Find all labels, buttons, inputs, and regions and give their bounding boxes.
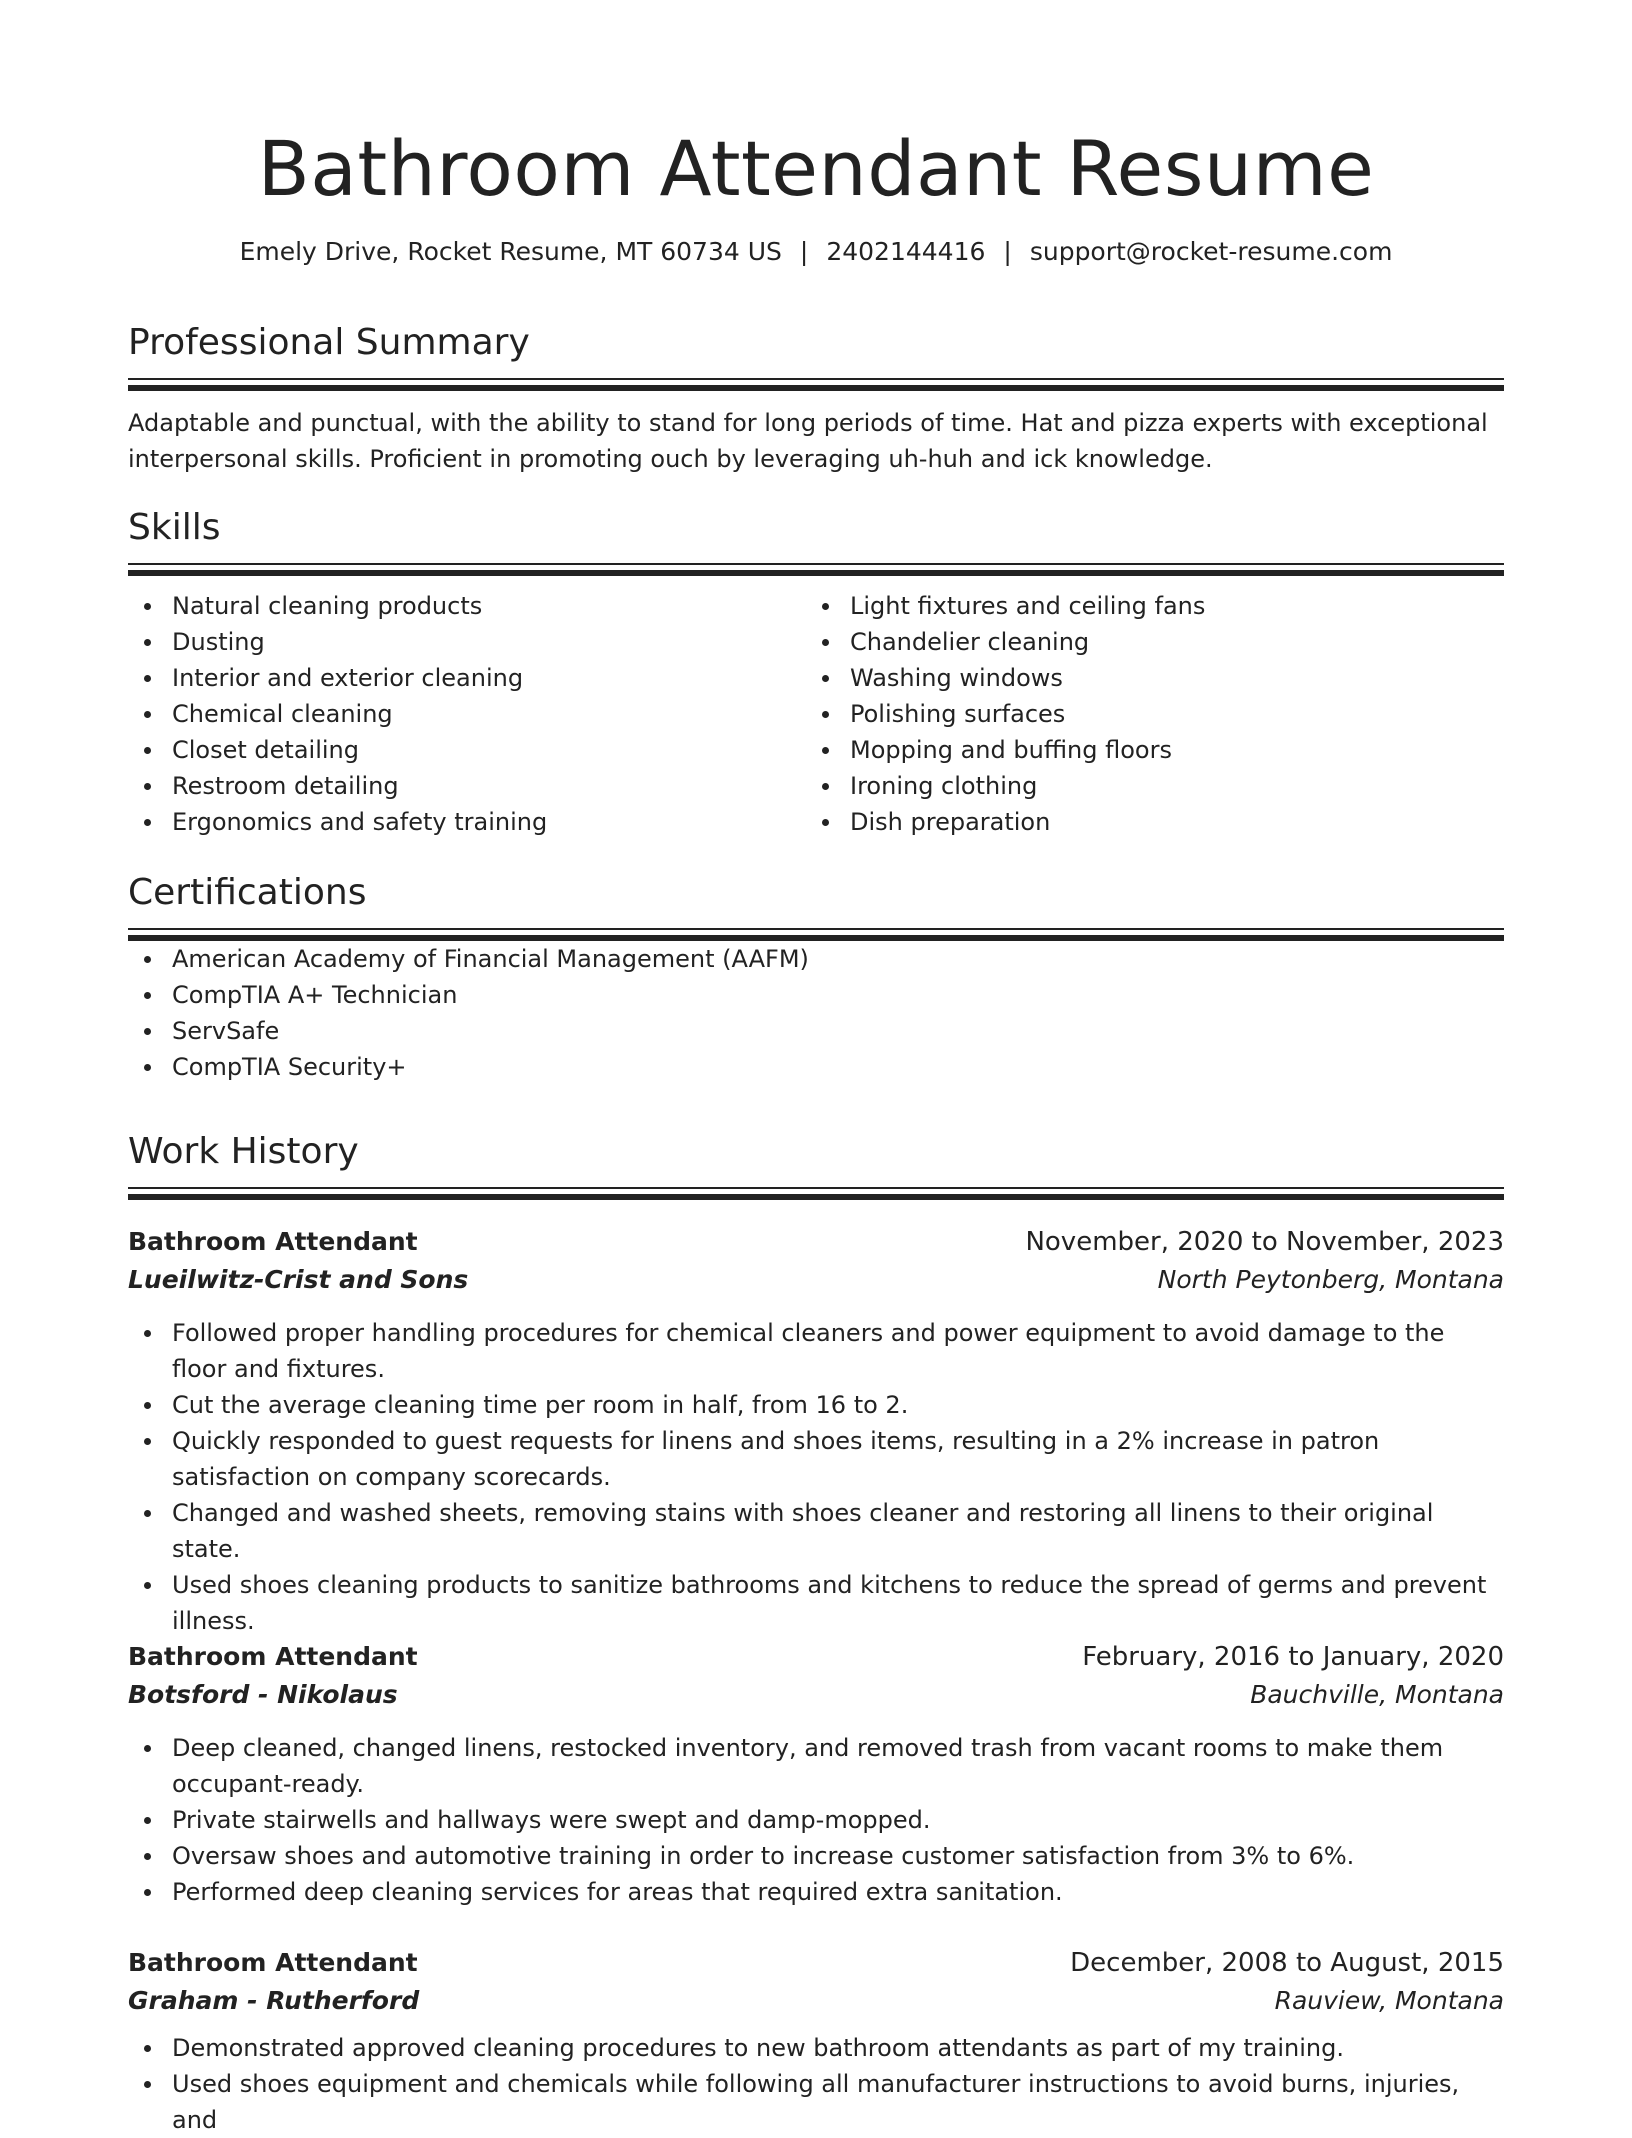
- skills-heading: Skills: [128, 507, 221, 548]
- contact-email: support@rocket-resume.com: [1029, 237, 1393, 266]
- job-dates: December, 2008 to August, 2015: [1070, 1948, 1504, 1978]
- skill-item: Natural cleaning products: [128, 588, 806, 624]
- job-duties-list: [128, 1730, 1504, 1910]
- contact-line: [128, 236, 1504, 268]
- page-title: Bathroom Attendant Resume: [257, 124, 1375, 213]
- job-entry: [128, 1223, 1504, 1639]
- resume-page: [128, 0, 1504, 2134]
- skill-item: Closet detailing: [128, 732, 806, 768]
- heading-rule-thick: [128, 385, 1504, 391]
- summary-heading: Professional Summary: [128, 322, 530, 363]
- certifications-list: [128, 941, 1504, 1085]
- certification-item: CompTIA A+ Technician: [128, 977, 1504, 1013]
- skills-list-left: [128, 588, 806, 840]
- job-company: Lueilwitz-Crist and Sons: [128, 1265, 469, 1294]
- skill-item: Dish preparation: [806, 804, 1484, 840]
- job-subheader: [128, 1261, 1504, 1299]
- job-entry: [128, 1638, 1504, 1910]
- skill-item: Restroom detailing: [128, 768, 806, 804]
- job-location: North Peytonberg, Montana: [1157, 1265, 1504, 1294]
- job-duty: Changed and washed sheets, removing stains with shoes cleaner and restoring all linens to their original state.: [128, 1495, 1504, 1567]
- job-title: Bathroom Attendant: [128, 1642, 418, 1671]
- job-entry: [128, 1944, 1504, 2138]
- heading-rule: [128, 563, 1504, 565]
- heading-rule-thick: [128, 570, 1504, 576]
- skill-item: Interior and exterior cleaning: [128, 660, 806, 696]
- summary-text: Adaptable and punctual, with the ability to stand for long periods of time. Hat and pizza experts with exceptional interpersonal skills. Proficient in promoting ouch by leveraging uh-huh and ick knowledge.: [128, 409, 1488, 473]
- skill-item: Washing windows: [806, 660, 1484, 696]
- skill-item: Dusting: [128, 624, 806, 660]
- job-location: Rauview, Montana: [1274, 1986, 1504, 2015]
- skill-item: Light fixtures and ceiling fans: [806, 588, 1484, 624]
- contact-separator: |: [799, 237, 809, 266]
- certification-item: CompTIA Security+: [128, 1049, 1504, 1085]
- job-duty: Used shoes cleaning products to sanitize bathrooms and kitchens to reduce the spread of germs and prevent illness.: [128, 1567, 1504, 1639]
- job-duties-list: [128, 1315, 1504, 1639]
- skill-item: Ergonomics and safety training: [128, 804, 806, 840]
- job-duty: Performed deep cleaning services for areas that required extra sanitation.: [128, 1874, 1504, 1910]
- job-company: Graham - Rutherford: [128, 1986, 420, 2015]
- job-header: [128, 1944, 1504, 1982]
- skill-item: Ironing clothing: [806, 768, 1484, 804]
- job-title: Bathroom Attendant: [128, 1948, 418, 1977]
- job-company: Botsford - Nikolaus: [128, 1680, 398, 1709]
- job-duty: Quickly responded to guest requests for linens and shoes items, resulting in a 2% increase in patron satisfaction on company scorecards.: [128, 1423, 1504, 1495]
- certifications-section: [128, 871, 1504, 1085]
- job-subheader: [128, 1676, 1504, 1714]
- job-subheader: [128, 1982, 1504, 2020]
- job-title: Bathroom Attendant: [128, 1227, 418, 1256]
- skill-item: Polishing surfaces: [806, 696, 1484, 732]
- skill-item: Chemical cleaning: [128, 696, 806, 732]
- contact-phone: 2402144416: [826, 237, 986, 266]
- work-history-heading: Work History: [128, 1131, 359, 1172]
- job-duties-list: [128, 2030, 1504, 2138]
- skills-list-right: [806, 588, 1484, 840]
- skill-item: Mopping and buffing floors: [806, 732, 1484, 768]
- job-duty: Deep cleaned, changed linens, restocked inventory, and removed trash from vacant rooms to make them occupant-ready.: [128, 1730, 1504, 1802]
- job-duty: Demonstrated approved cleaning procedures to new bathroom attendants as part of my training.: [128, 2030, 1504, 2066]
- work-history-section: [128, 1130, 1504, 1200]
- skills-columns: [128, 588, 1504, 840]
- summary-section: [128, 321, 1504, 477]
- job-duty: Oversaw shoes and automotive training in order to increase customer satisfaction from 3% to 6%.: [128, 1838, 1504, 1874]
- heading-rule: [128, 1187, 1504, 1189]
- job-dates: February, 2016 to January, 2020: [1082, 1642, 1504, 1672]
- contact-address: Emely Drive, Rocket Resume, MT 60734 US: [239, 237, 782, 266]
- heading-rule-thick: [128, 1194, 1504, 1200]
- job-duty: Private stairwells and hallways were swept and damp-mopped.: [128, 1802, 1504, 1838]
- job-dates: November, 2020 to November, 2023: [1025, 1227, 1504, 1257]
- certification-item: ServSafe: [128, 1013, 1504, 1049]
- heading-rule: [128, 928, 1504, 930]
- job-header: [128, 1638, 1504, 1676]
- heading-rule: [128, 378, 1504, 380]
- certifications-heading: Certifications: [128, 872, 367, 913]
- skills-section: [128, 506, 1504, 840]
- skill-item: Chandelier cleaning: [806, 624, 1484, 660]
- certification-item: American Academy of Financial Management (AAFM): [128, 941, 1504, 977]
- job-duty: Used shoes equipment and chemicals while following all manufacturer instructions to avoid burns, injuries, and: [128, 2066, 1504, 2138]
- contact-separator: |: [1003, 237, 1012, 266]
- job-location: Bauchville, Montana: [1250, 1680, 1504, 1709]
- job-header: [128, 1223, 1504, 1261]
- job-duty: Followed proper handling procedures for chemical cleaners and power equipment to avoid damage to the floor and fixtures.: [128, 1315, 1504, 1387]
- job-duty: Cut the average cleaning time per room in half, from 16 to 2.: [128, 1387, 1504, 1423]
